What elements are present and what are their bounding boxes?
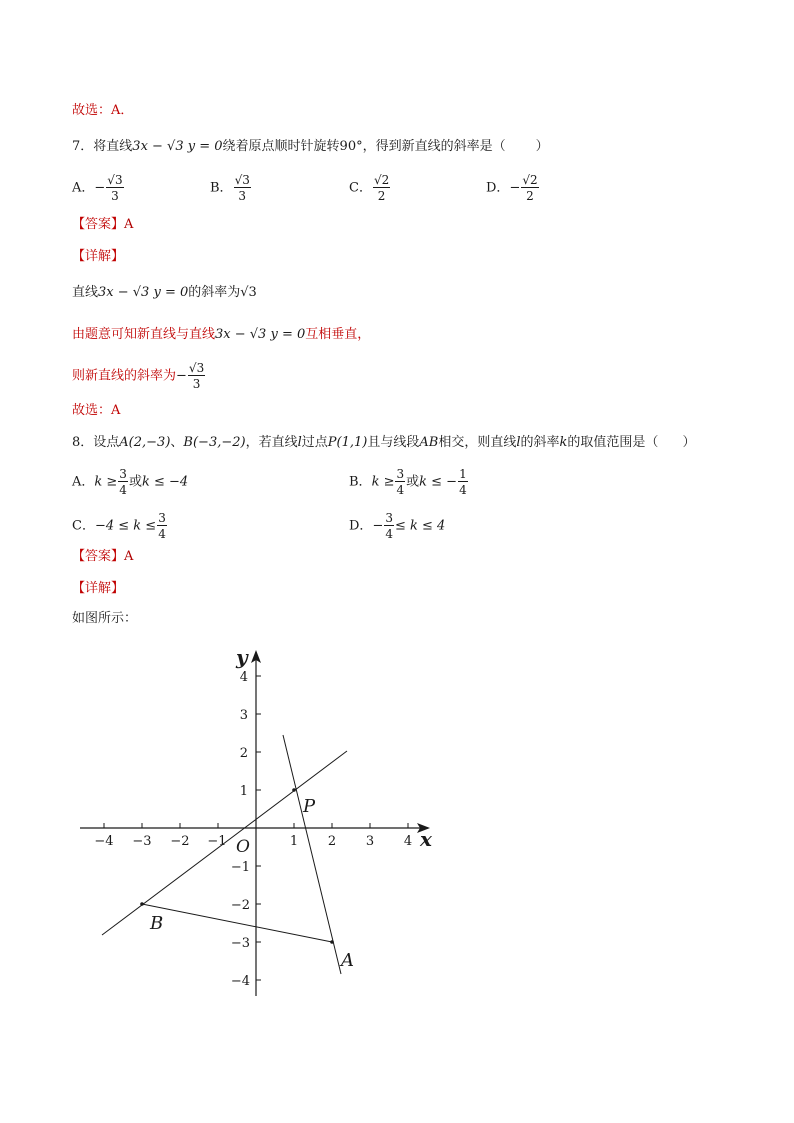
y-axis-label: y [236, 645, 248, 669]
fraction-denominator: 2 [377, 189, 386, 203]
option-fraction [234, 174, 251, 202]
q8-close-paren: ） [682, 435, 696, 450]
y-tick-label: −4 [230, 974, 250, 989]
option-fraction [118, 468, 128, 496]
fraction-denominator: 4 [396, 483, 405, 497]
point-a-dot [330, 940, 334, 944]
text: 设点 [93, 435, 120, 450]
text: 、 [170, 435, 184, 450]
q8-stem [72, 436, 695, 449]
option-fraction [395, 468, 405, 496]
fraction [188, 362, 205, 390]
point-p: P(1,1) [327, 435, 368, 450]
text: ，若直线 [245, 435, 298, 450]
prev-answer: 故选：A． [72, 103, 134, 118]
fraction-numerator: 1 [459, 467, 467, 481]
text: 直线 [72, 285, 99, 300]
q8-figure-intro: 如图所示： [72, 611, 138, 626]
equation: 3x − √3 y = 0 [215, 327, 306, 342]
q7-text-post: 绕着原点顺时针旋转 [222, 139, 340, 154]
point-p-dot [292, 788, 296, 792]
fraction-numerator: 3 [158, 511, 166, 525]
fraction-numerator: √2 [373, 173, 390, 187]
option-fraction [458, 468, 468, 496]
point-b-dot [140, 902, 144, 906]
sign: − [176, 368, 187, 384]
q8-option-c[interactable] [72, 512, 168, 540]
fraction-denominator: 3 [238, 189, 247, 203]
option-label: C． [349, 180, 372, 196]
x-tick-label: −2 [170, 834, 190, 849]
q7-angle: 90° [339, 139, 363, 154]
q7-option-a[interactable] [72, 174, 125, 202]
option-sign: − [372, 518, 384, 534]
line-l: l [516, 435, 521, 450]
q7-equation: 3x − √3 y = 0 [132, 139, 223, 154]
point-a: A(2,−3) [119, 435, 171, 450]
fraction-numerator: 3 [119, 467, 127, 481]
fraction-numerator: 3 [385, 511, 393, 525]
option-sign: − [509, 180, 521, 196]
answer-value: A [124, 549, 134, 564]
text: 则新直线的斜率为 [72, 368, 177, 384]
y-tick-label: −2 [230, 898, 250, 913]
option-fraction [373, 174, 390, 202]
q8-option-d[interactable] [349, 512, 445, 540]
text: 互相垂直， [305, 327, 371, 342]
text: 的斜率 [520, 435, 560, 450]
y-tick-label: −3 [230, 936, 250, 951]
text: 相交，则直线 [438, 435, 517, 450]
option-expr: k ≤ −4 [141, 474, 189, 490]
option-fraction [157, 512, 167, 540]
point-a-label: A [341, 950, 354, 971]
q7-detail-line1 [72, 286, 257, 299]
x-tick-label: −4 [94, 834, 114, 849]
answer-tag: 【答案】 [72, 217, 125, 232]
x-axis-label: x [420, 827, 432, 851]
fraction-denominator: 4 [459, 483, 467, 497]
option-fraction [106, 174, 123, 202]
fraction-denominator: 3 [111, 189, 119, 203]
q7-text-pre: 将直线 [93, 139, 133, 154]
option-fraction [521, 174, 538, 202]
q7-option-d[interactable] [486, 174, 540, 202]
fraction-denominator: 4 [158, 527, 166, 541]
y-tick-label: 3 [239, 708, 248, 723]
coordinate-figure [60, 640, 460, 1010]
q7-detail-tag: 【详解】 [72, 249, 125, 264]
x-tick-label: −1 [207, 834, 227, 849]
text: 过点 [301, 435, 328, 450]
fraction-numerator: √3 [234, 173, 250, 187]
answer-value: A [124, 217, 134, 232]
origin-label: O [236, 837, 250, 857]
q8-answer [72, 550, 133, 563]
x-tick-label: 4 [403, 834, 413, 849]
x-tick-label: −3 [132, 834, 152, 849]
point-b-label: B [150, 913, 164, 934]
slope-value: √3 [240, 285, 257, 300]
x-tick-label: 1 [289, 834, 299, 849]
q8-number: 8． [72, 435, 94, 450]
option-label: D． [349, 518, 373, 534]
option-expr: k ≥ [94, 474, 118, 490]
option-label: B． [210, 180, 233, 196]
segment-ab: AB [419, 435, 439, 450]
q7-final: 故选：A [72, 403, 121, 418]
option-sign: − [94, 180, 106, 196]
q7-option-b[interactable] [210, 174, 252, 202]
option-or: 或 [128, 474, 142, 490]
line-l: l [297, 435, 302, 450]
fraction-numerator: 3 [396, 467, 405, 481]
q7-number: 7． [72, 139, 94, 154]
option-label: A． [72, 180, 95, 196]
text: 的取值范围是（ [567, 435, 659, 450]
option-expr: −4 ≤ k ≤ [94, 518, 157, 534]
x-tick-label: 3 [365, 834, 375, 849]
q7-answer [72, 218, 133, 231]
q7-close-paren: ） [535, 139, 549, 154]
option-fraction [384, 512, 394, 540]
fraction-denominator: 3 [192, 377, 201, 391]
y-tick-label: 1 [239, 784, 248, 799]
fraction-numerator: √3 [188, 361, 205, 375]
q7-detail-line3 [72, 362, 206, 390]
text: 由题意可知新直线与直线 [72, 327, 216, 342]
fraction-numerator: √2 [522, 173, 538, 187]
q8-option-a[interactable] [72, 468, 188, 496]
point-p-label: P [303, 796, 316, 817]
equation: 3x − √3 y = 0 [98, 285, 189, 300]
text: 且与线段 [367, 435, 420, 450]
q7-stem [72, 140, 549, 153]
fraction-numerator: √3 [107, 173, 123, 187]
option-label: C． [72, 518, 95, 534]
q8-detail-tag: 【详解】 [72, 581, 125, 596]
q7-detail-line2 [72, 328, 370, 341]
q7-text-end: ，得到新直线的斜率是（ [362, 139, 506, 154]
fraction-denominator: 4 [119, 483, 127, 497]
answer-tag: 【答案】 [72, 549, 125, 564]
option-expr: ≤ k ≤ 4 [394, 518, 446, 534]
y-tick-label: −1 [230, 860, 250, 875]
y-tick-label: 4 [239, 670, 248, 685]
option-label: D． [486, 180, 510, 196]
fraction-denominator: 4 [385, 527, 393, 541]
option-or: 或 [406, 474, 420, 490]
option-expr: k ≤ − [419, 474, 458, 490]
option-label: B． [349, 474, 372, 490]
point-b: B(−3,−2) [183, 435, 246, 450]
text: 的斜率为 [188, 285, 241, 300]
q7-option-c[interactable] [349, 174, 391, 202]
slope-k: k [559, 435, 568, 450]
option-expr: k ≥ [371, 474, 395, 490]
y-tick-label: 2 [239, 746, 248, 761]
option-label: A． [72, 474, 95, 490]
x-tick-label: 2 [327, 834, 337, 849]
q8-option-b[interactable] [349, 468, 469, 496]
fraction-denominator: 2 [526, 189, 534, 203]
